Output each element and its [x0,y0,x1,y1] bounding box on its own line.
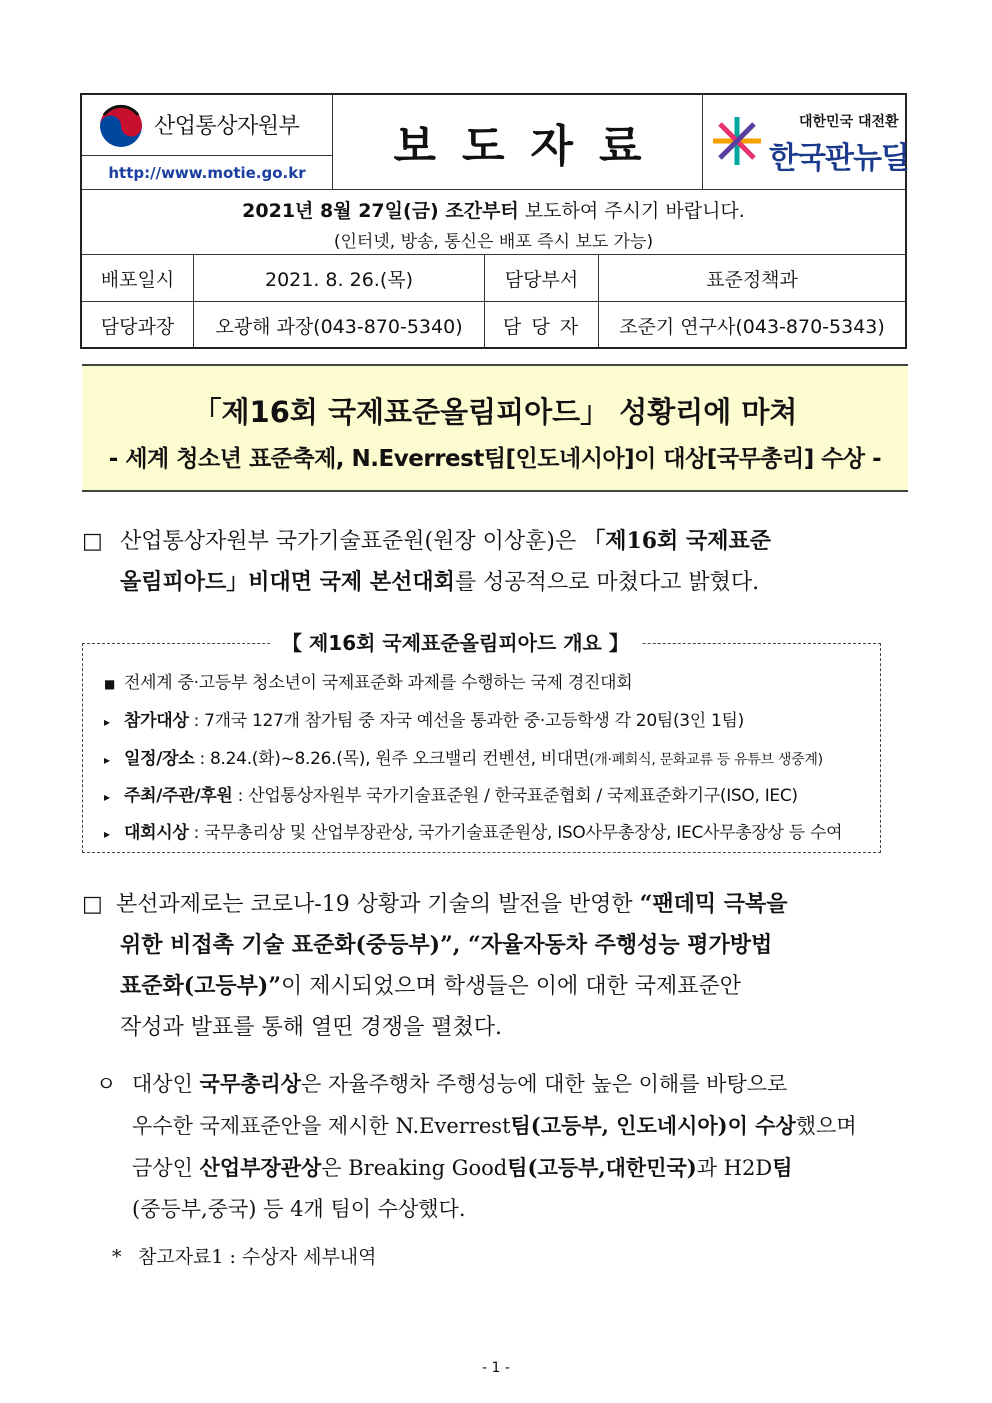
triangle-bullet: ▸ [104,790,110,804]
overview-item: ▸ 참가대상 : 7개국 127개 참가팀 중 자국 예선을 통과한 중·고등학생 각 20팀(3인 1팀) [104,711,744,731]
headline-subtitle: - 세계 청소년 표준축제, N.Everrest팀[인도네시아]이 대상[국무총리] 수상 - [108,446,882,472]
overview-item: ▸ 주최/주관/후원 : 산업통상자원부 국가기술표준원 / 한국표준협회 / 국제표준화기구(ISO, IEC) [104,786,798,806]
contact-person: 조준기 연구사(043-870-5343) [619,316,885,338]
contact-label: 담 당 자 [502,316,581,338]
overview-item: ▸ 대회시상 : 국무총리상 및 산업부장관상, 국가기술표준원상, ISO사무총장상, IEC사무총장상 등 수여 [104,823,843,843]
asterisk-marker: * [112,1246,122,1268]
ministry-logo [82,95,332,155]
square-bullet: □ [82,529,103,554]
overview-title: 【 제16회 국제표준올림피아드 개요 】 [270,627,641,656]
triangle-bullet: ▸ [104,753,110,767]
director-label: 담당과장 [100,316,175,338]
overview-item: ■ 전세계 중·고등부 청소년이 국제표준화 과제를 수행하는 국제 경진대회 [104,673,633,693]
paragraph-awards: ㅇ 대상인 국무총리상은 자율주행차 주행성능에 대한 높은 이해를 바탕으로 우수한 국제표준안을 제시한 N.Everrest팀(고등부, 인도네시아)이 수상했으며 금상인 산업부장관상은 Breaking Good팀(고등부,대한민국)과 H2D팀 (중등부,중국) 등 4개 팀이 수상했다. [96,1063,857,1230]
spark-icon [709,113,765,169]
brand-name: 한국판뉴딜 [769,141,909,176]
department-label: 담당부서 [504,268,579,291]
taeguk-icon [98,103,144,149]
ministry-url-cell [82,156,332,189]
director: 오광해 과장(043-870-5340) [215,316,463,338]
brand-slogan: 대한민국 대전환 [799,114,899,130]
release-date: 2021. 8. 26.(목) [265,268,413,291]
reference-note: * 참고자료1 : 수상자 세부내역 [112,1246,377,1268]
page-number: - 1 - [482,1360,510,1376]
headline-title: 「제16회 국제표준올림피아드」 성황리에 마쳐 [192,395,798,429]
square-bullet: □ [82,892,103,917]
paragraph-tasks: □ 본선과제로는 코로나-19 상황과 기술의 발전을 반영한 “팬데믹 극복을 위한 비접촉 기술 표준화(중등부)”, “자율자동차 주행성능 평가방법 표준화(고등부)”이 제시되었으며 학생들은 이에 대한 국제표준안 작성과 발표를 통해 열띤 경쟁을 펼쳤다. [82,884,788,1048]
triangle-bullet: ▸ [104,827,110,841]
embargo-note: (인터넷, 방송, 통신은 배포 즉시 보도 가능) [333,232,654,252]
title-cell [333,95,702,189]
embargo-notice [82,190,905,254]
release-date-label: 배포일시 [100,268,175,291]
circle-bullet: ㅇ [96,1072,117,1096]
triangle-bullet: ▸ [104,715,110,729]
new-deal-logo [703,95,909,189]
page-title: 보도자료 [393,121,668,172]
square-bullet: ■ [104,677,116,691]
headline-box [82,364,908,492]
ministry-url-link[interactable]: http://www.motie.go.kr [108,163,306,182]
embargo-date: 2021년 8월 27일(금) 조간부터 [242,200,519,222]
overview-item: ▸ 일정/장소 : 8.24.(화)~8.26.(목), 원주 오크밸리 컨벤션, 비대면(개·폐회식, 문화교류 등 유튜브 생중계) [104,749,823,769]
department: 표준정책과 [706,268,798,291]
ministry-name: 산업통상자원부 [154,114,300,139]
embargo-text: 보도하여 주시기 바랍니다. [518,200,745,222]
paragraph-intro: □ 산업통상자원부 국가기술표준원(원장 이상훈)은 「제16회 국제표준 올림피아드」비대면 국제 본선대회를 성공적으로 마쳤다고 밝혔다. [82,521,771,603]
press-release-header [80,93,907,349]
